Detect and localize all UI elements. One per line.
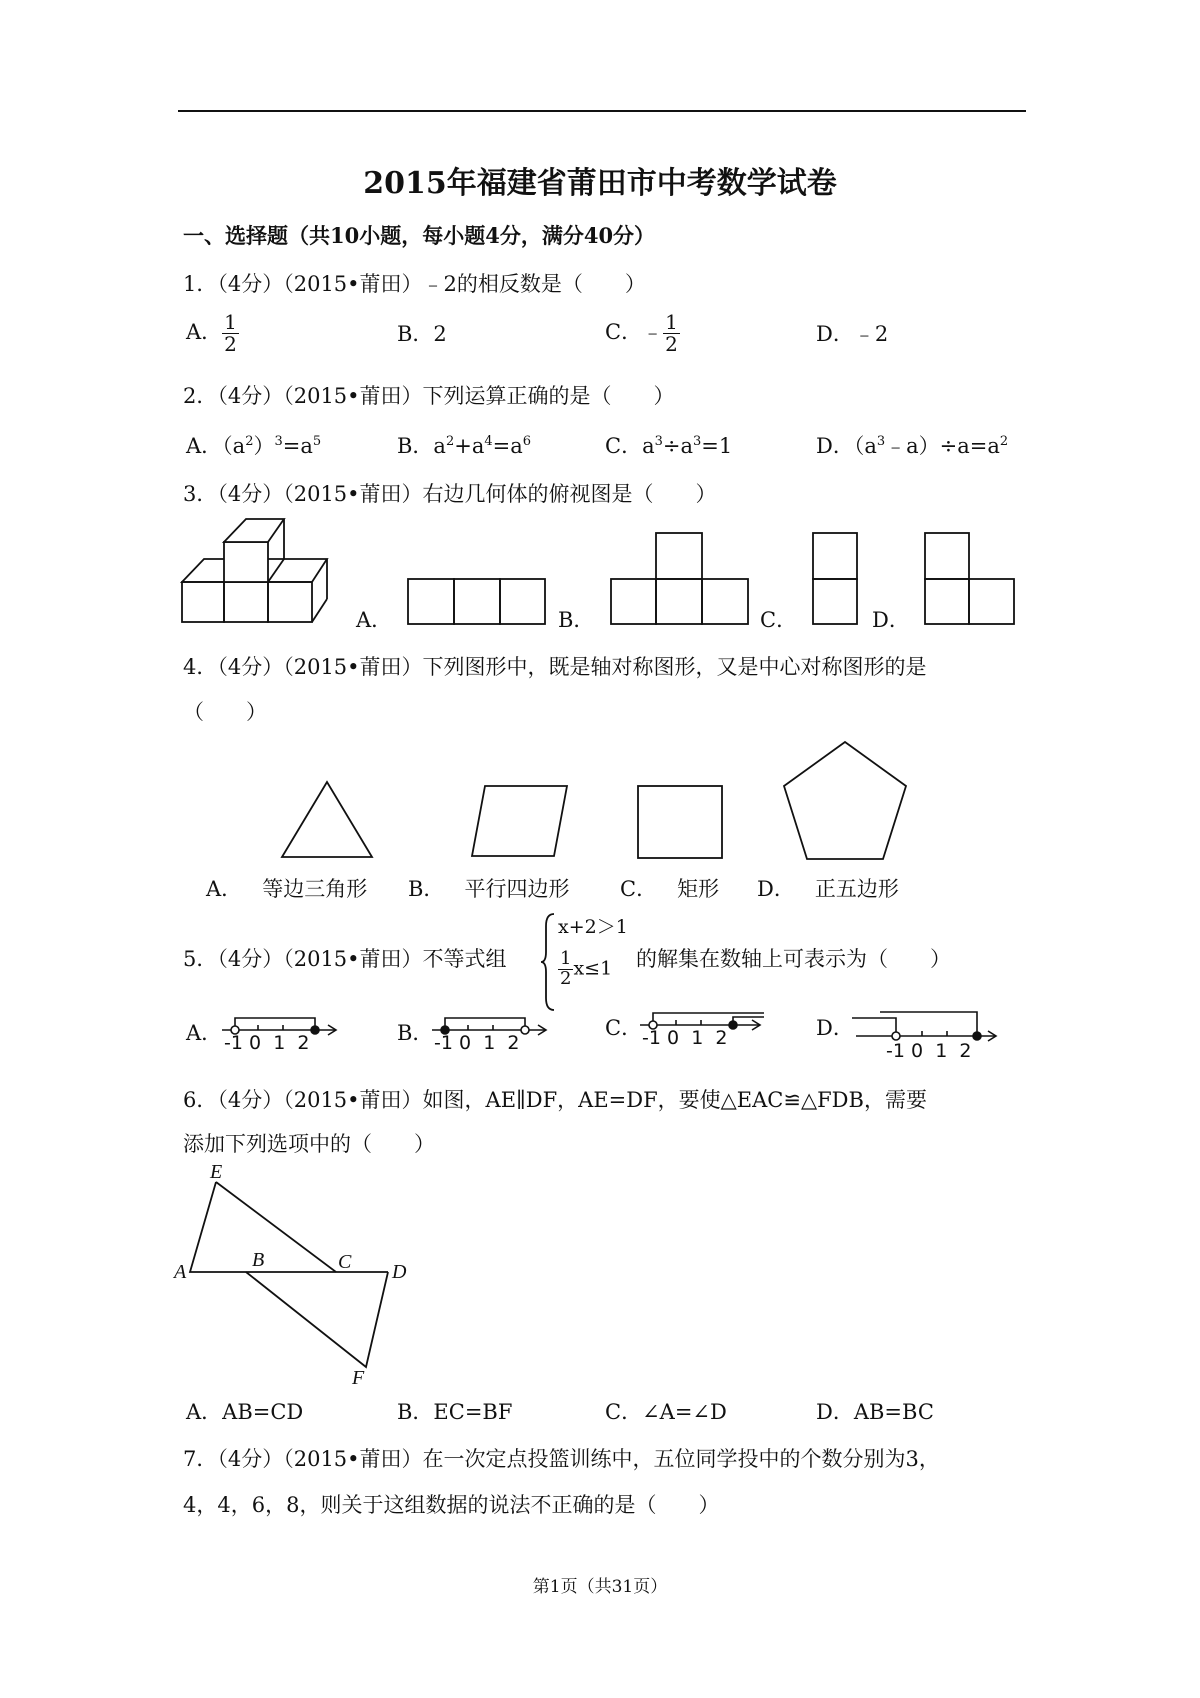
q3-option-b-figure bbox=[610, 532, 750, 627]
q5-option-a-label: A． bbox=[186, 1021, 223, 1045]
q3-option-a-label: A． bbox=[356, 608, 393, 632]
q1-option-a: A． $\frac{1}{2}$ bbox=[186, 310, 237, 356]
section-heading: 一、选择题（共10小题，每小题4分，满分40分） bbox=[183, 223, 656, 248]
q2-stem: 2．（4分）（2015•莆田）下列运算正确的是（ ） bbox=[183, 384, 675, 408]
page-title: 2015年福建省莆田市中考数学试卷 bbox=[363, 166, 837, 201]
header-rule bbox=[178, 110, 1026, 112]
q5-option-d-label: D． bbox=[816, 1016, 854, 1040]
q3-option-d-label: D． bbox=[872, 608, 910, 632]
q6-geometry-figure bbox=[174, 1161, 420, 1389]
q1-option-b: B．2 bbox=[397, 322, 447, 346]
q6-stem-line2: 添加下列选项中的（ ） bbox=[183, 1132, 435, 1156]
q3-option-c-figure bbox=[812, 532, 862, 627]
q2-option-d: D．$(a^3﹣a)\div a=a^2$ bbox=[816, 434, 1009, 458]
q6-option-c: C．∠A=∠D bbox=[605, 1400, 727, 1424]
q5-inequality-2: $\frac{1}{2}$ x≤1 bbox=[560, 948, 613, 989]
point-label-c: C bbox=[338, 1251, 352, 1273]
q6-option-b: B．EC=BF bbox=[397, 1400, 513, 1424]
q3-option-a-figure bbox=[407, 578, 547, 628]
q2-option-b: B．$a^2+a^4=a^6$ bbox=[397, 434, 532, 458]
q1-option-d: D．﹣2 bbox=[816, 322, 889, 346]
q3-stem: 3．（4分）（2015•莆田）右边几何体的俯视图是（ ） bbox=[183, 482, 717, 506]
q4-option-c: C． 矩形 bbox=[620, 877, 720, 901]
q3-solid-figure bbox=[182, 515, 332, 625]
q6-stem-line1: 6．（4分）（2015•莆田）如图，AE∥DF，AE=DF，要使△EAC≌△FDB，需要 bbox=[183, 1088, 927, 1112]
q5-option-d-ticks: -1 0 1 2 bbox=[886, 1040, 972, 1062]
q5-system-brace bbox=[540, 912, 556, 1012]
q5-stem-post: 的解集在数轴上可表示为（ ） bbox=[636, 947, 951, 971]
q5-option-b-ticks: -1 0 1 2 bbox=[434, 1032, 520, 1054]
q4-triangle-figure bbox=[280, 780, 375, 860]
q6-option-d: D．AB=BC bbox=[816, 1400, 934, 1424]
q4-parallelogram-figure bbox=[470, 784, 570, 859]
q5-option-b-label: B． bbox=[397, 1021, 434, 1045]
q6-option-a: A．AB=CD bbox=[186, 1400, 304, 1424]
point-label-f: F bbox=[352, 1367, 365, 1389]
q1-option-c: C．﹣ $\frac{1}{2}$ bbox=[605, 310, 678, 356]
q5-option-a-ticks: -1 0 1 2 bbox=[224, 1032, 310, 1054]
q5-option-c-label: C． bbox=[605, 1016, 643, 1040]
point-label-b: B bbox=[252, 1249, 265, 1271]
q1-stem: 1．（4分）（2015•莆田）﹣2的相反数是（ ） bbox=[183, 272, 646, 296]
q3-option-b-label: B． bbox=[558, 608, 595, 632]
q4-pentagon-figure bbox=[780, 740, 910, 865]
q3-option-d-figure bbox=[924, 532, 1019, 627]
q3-option-c-label: C． bbox=[760, 608, 798, 632]
q2-option-a: A．$(a^2)^3=a^5$ bbox=[186, 434, 322, 458]
q4-rectangle-figure bbox=[636, 784, 724, 862]
q5-inequality-1: x+2＞1 bbox=[558, 916, 628, 938]
q4-option-b: B． 平行四边形 bbox=[408, 877, 570, 901]
point-label-e: E bbox=[210, 1161, 223, 1183]
q4-option-d: D． 正五边形 bbox=[757, 877, 899, 901]
q4-stem-line1: 4．（4分）（2015•莆田）下列图形中，既是轴对称图形，又是中心对称图形的是 bbox=[183, 655, 927, 679]
point-label-d: D bbox=[392, 1261, 407, 1283]
q5-option-c-ticks: -1 0 1 2 bbox=[642, 1027, 728, 1049]
page-footer: 第1页（共31页） bbox=[532, 1577, 668, 1597]
q7-stem-line2: 4，4，6，8，则关于这组数据的说法不正确的是（ ） bbox=[183, 1493, 720, 1517]
q7-stem-line1: 7．（4分）（2015•莆田）在一次定点投篮训练中，五位同学投中的个数分别为3， bbox=[183, 1447, 940, 1471]
q4-option-a: A． 等边三角形 bbox=[206, 877, 368, 901]
q4-stem-line2: （ ） bbox=[183, 700, 267, 724]
q2-option-c: C．$a^3\div a^3=1$ bbox=[605, 434, 733, 458]
q5-stem-pre: 5．（4分）（2015•莆田）不等式组 bbox=[183, 947, 507, 971]
point-label-a: A bbox=[174, 1261, 187, 1283]
